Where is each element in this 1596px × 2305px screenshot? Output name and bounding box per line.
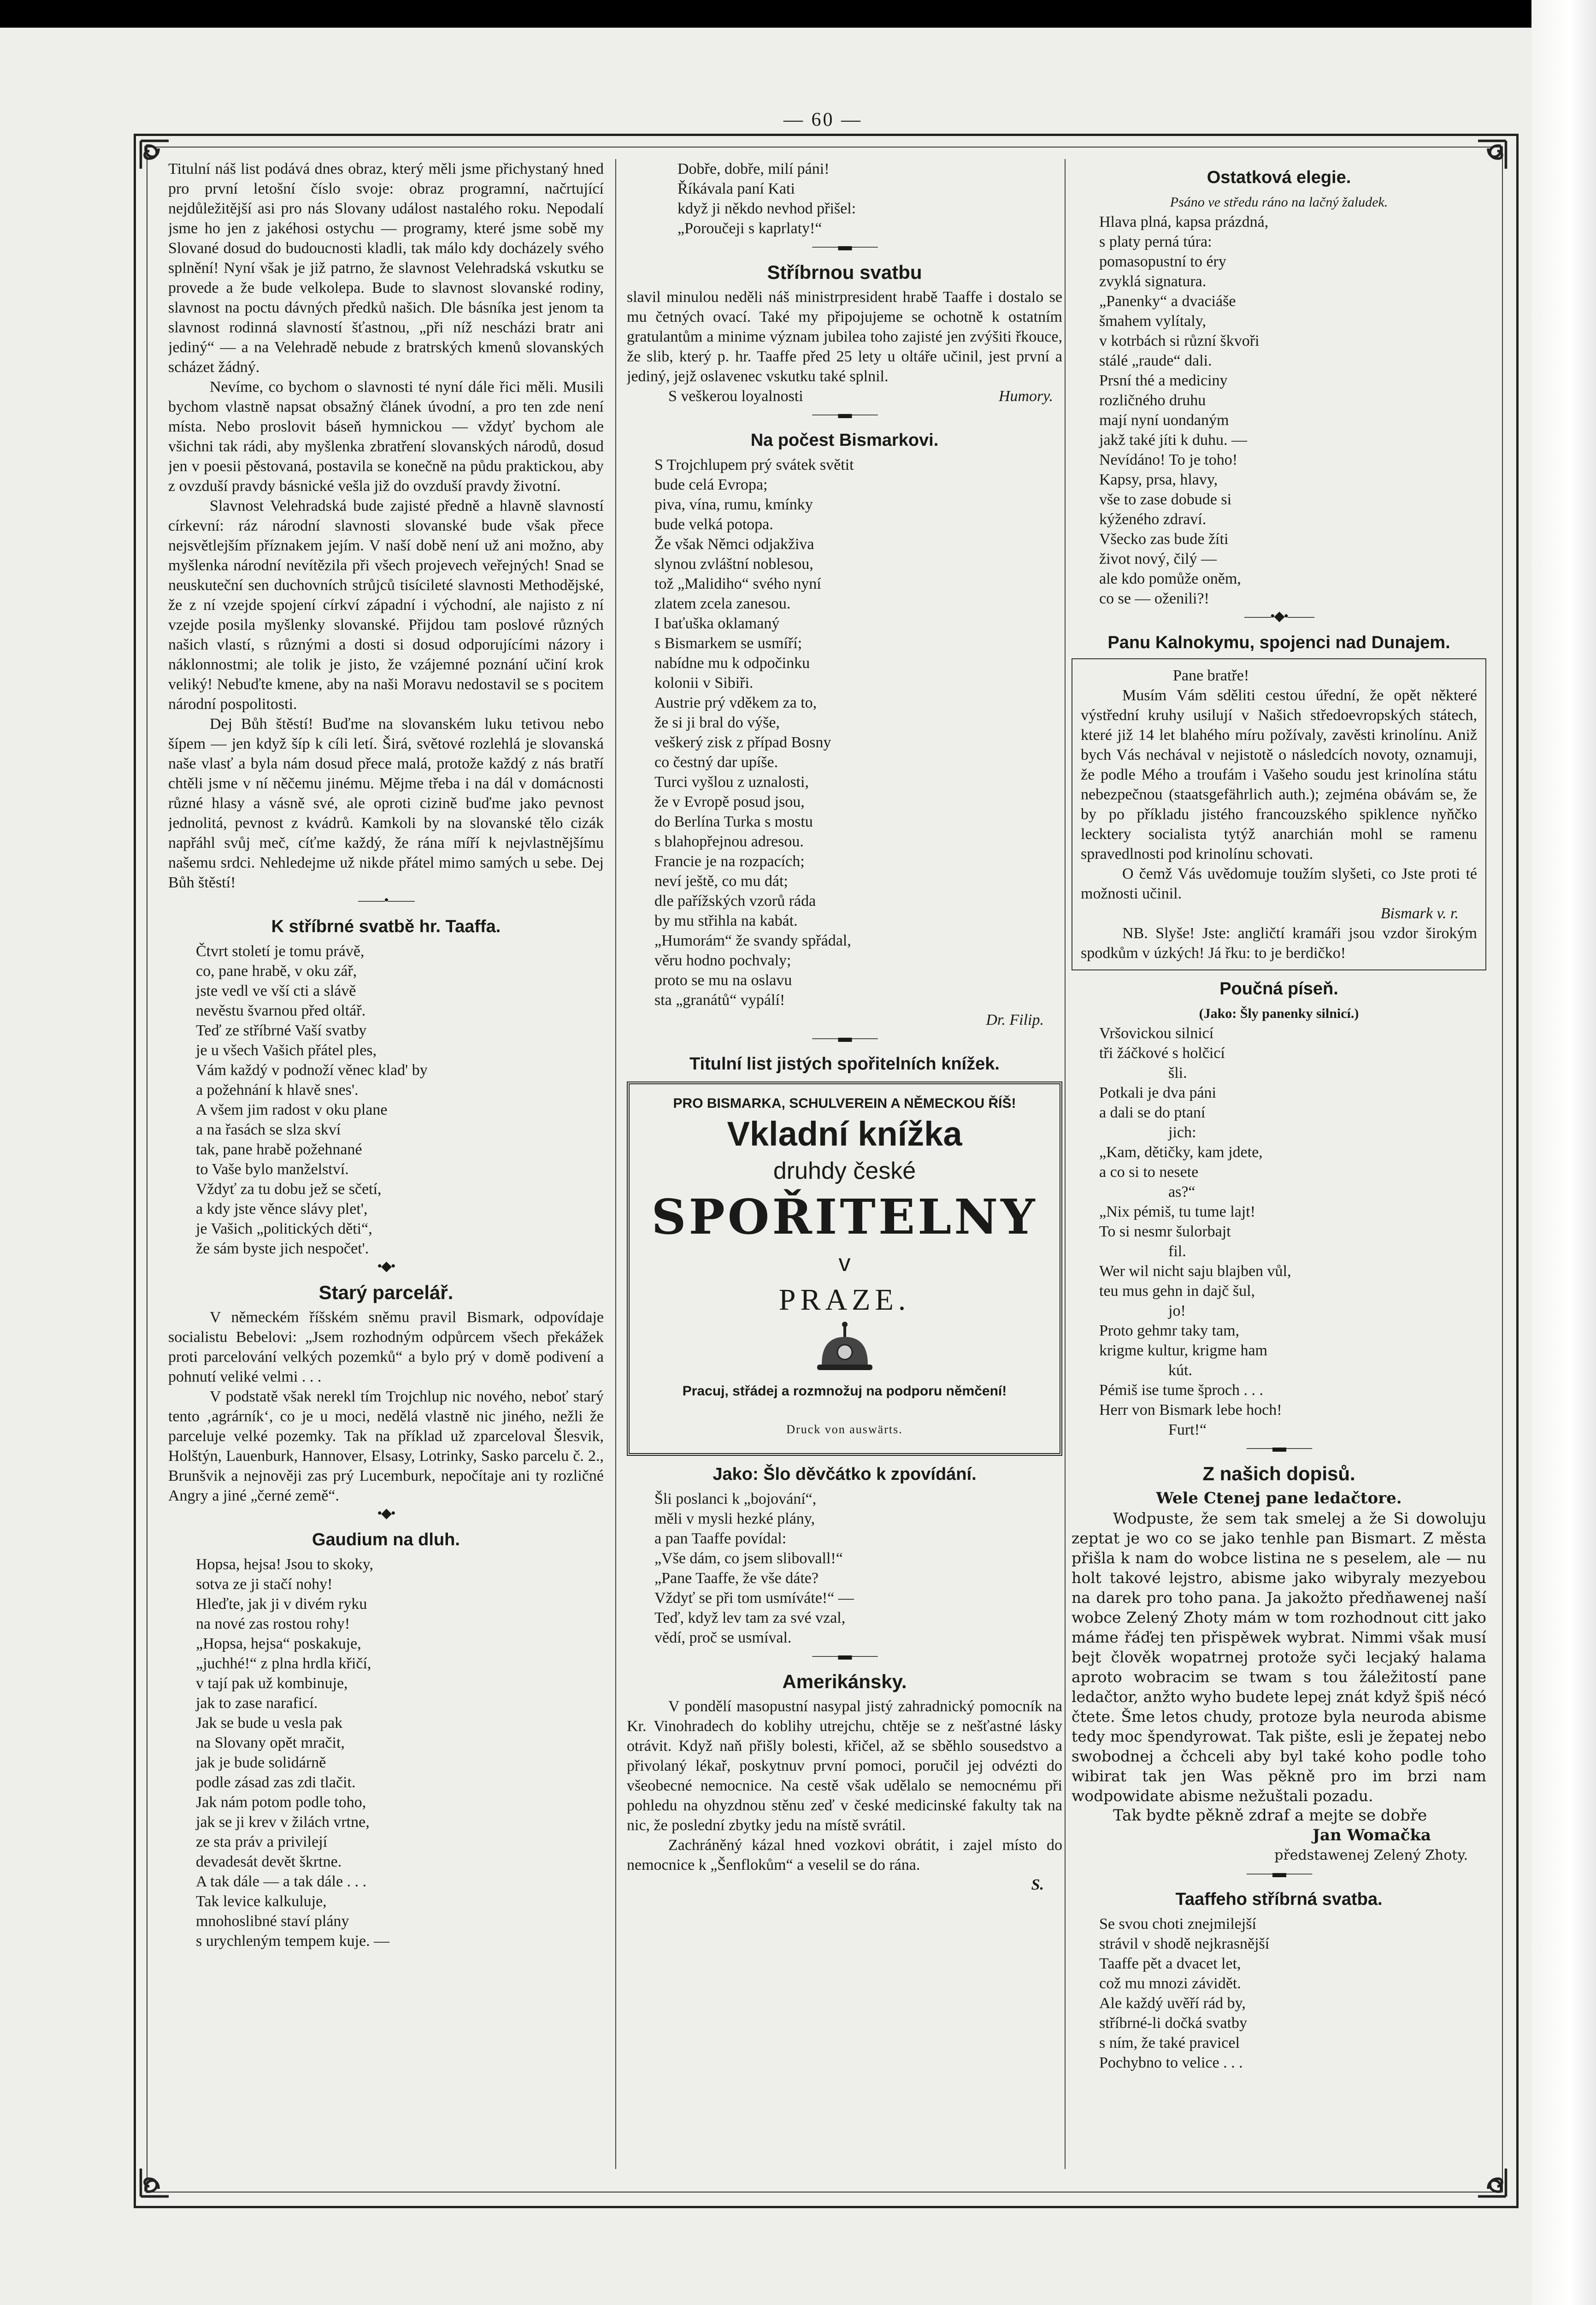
verse-line: Že však Němci odjakživa <box>654 536 814 553</box>
verse-line: Hlava plná, kapsa prázdná, <box>1099 213 1269 230</box>
verse-line: jo! <box>1168 1302 1186 1319</box>
verse-line: že v Evropě posud jsou, <box>654 793 805 810</box>
verse-line: tři žáčkové s holčicí <box>1099 1045 1225 1062</box>
verse-line: Wer wil nicht saju blajben vůl, <box>1099 1263 1291 1280</box>
verse-line: Čtvrt století je tomu právě, <box>196 943 365 960</box>
poem <box>627 1489 1062 1648</box>
verse-line: proto se mu na oslavu <box>654 972 792 989</box>
section-title: Jako: Šlo děvčátko k zpovídání. <box>713 1465 977 1484</box>
savings-book-cover <box>627 1082 1062 1456</box>
verse-line: A všem jim radost v oku plane <box>196 1101 388 1118</box>
verse-line: „Hopsa, hejsa“ poskakuje, <box>196 1635 361 1652</box>
verse-line: „Nix pémiš, tu tume lajt! <box>1099 1203 1255 1220</box>
verse-line: „Pane Taaffe, že vše dáte? <box>654 1570 819 1587</box>
verse-line: Austrie prý vděkem za to, <box>654 694 817 711</box>
verse-line: Dobře, dobře, milí páni! <box>677 160 830 177</box>
verse-line: veškerý zisk z případ Bosny <box>654 734 831 751</box>
intro-paragraph: Nevíme, co bychom o slavnosti té nyní dále řici měli. Musili bychom vlastně napsat obsažný článek úvodní, a pro ten zde není místa. Nebo proslovit báseň hymnickou — vždyť bychom ale všichni tak rádi, aby myšlenka zbratření slovanských národů, dosud jen v poesii pěstovaná, postavila se konečně na půdu praktickou, aby z ovzduší pravdy básnické vešla již do ovzduší pravdy životní. <box>168 378 604 495</box>
verse-line: šmahem vylítaly, <box>1099 313 1206 330</box>
spiked-helmet-icon <box>815 1321 875 1376</box>
section-title: Ostatková elegie. <box>1207 168 1351 187</box>
separator-ornament: ——▬—— <box>812 1648 877 1663</box>
verse-line: zlatem zcela zanesou. <box>654 595 791 612</box>
verse-line: což mu mnozi závidět. <box>1099 1975 1241 1992</box>
verse-line: Hleďte, jak ji v divém ryku <box>196 1596 367 1613</box>
verse-line: fil. <box>1168 1243 1186 1260</box>
ad-title: Vkladní knížka <box>727 1115 962 1153</box>
verse-line: s ním, že také pravicel <box>1099 2034 1240 2051</box>
signature-right: Humory. <box>998 388 1053 405</box>
verse-line: co čestný dar upíše. <box>654 754 778 771</box>
verse-line: život nový, čilý — <box>1099 550 1217 567</box>
verse-line: vše to zase dobude si <box>1099 491 1232 508</box>
verse-line: Taaffe pět a dvacet let, <box>1099 1955 1241 1972</box>
verse-line: kýženého zdraví. <box>1099 511 1207 528</box>
verse-line: v kotrbách si různí škvoři <box>1099 332 1260 349</box>
ad-city: PRAZE. <box>778 1283 911 1317</box>
verse-line: na Slovany opět mračit, <box>196 1734 345 1751</box>
section-title: Titulní list jistých spořitelních knížek. <box>689 1054 1000 1074</box>
verse-line: Francie je na rozpacích; <box>654 853 805 870</box>
verse-line: strávil v shodě nejkrasnější <box>1099 1935 1270 1952</box>
verse-line: ze sta práv a privilejí <box>196 1833 328 1850</box>
verse-line: „Panenky“ a dvaciáše <box>1099 293 1236 310</box>
verse-line: v tají pak už kombinuje, <box>196 1675 348 1692</box>
section-subtitle: (Jako: Šly panenky silnicí.) <box>1199 1006 1359 1021</box>
verse-line: Nevídáno! To je toho! <box>1099 451 1238 468</box>
verse-line: Hopsa, hejsa! Jsou to skoky, <box>196 1556 373 1573</box>
verse-line: mnohoslibné staví plány <box>196 1913 349 1930</box>
ad-printer: Druck von auswärts. <box>786 1423 903 1436</box>
verse-line: věru hodno pochvaly; <box>654 952 791 969</box>
poem <box>627 159 1062 238</box>
signature-name: Jan Womačka <box>1312 1826 1431 1844</box>
verse-line: co, pane hrabě, v oku zář, <box>196 963 357 980</box>
verse-line: by mu střihla na kabát. <box>654 912 798 929</box>
paragraph: NB. Slyše! Jste: angličtí kramáři jsou vzdor širokým spodkům v úzkých! Já řku: to je berdičko! <box>1081 925 1477 962</box>
verse-line: jste vedl ve vší cti a slávě <box>196 982 356 999</box>
verse-line: Říkávala paní Kati <box>677 180 795 197</box>
verse-line: I baťuška oklamaný <box>654 615 780 632</box>
verse-line: co se — oženili?! <box>1099 590 1209 607</box>
section-title: Gaudium na dluh. <box>312 1530 460 1549</box>
section-title: K stříbrné svatbě hr. Taaffa. <box>271 917 501 936</box>
verse-line: teu mus gehn in dajč šul, <box>1099 1283 1255 1300</box>
verse-line: Všecko zas bude žíti <box>1099 531 1229 548</box>
separator-ornament: •◆• <box>377 1259 395 1274</box>
paragraph: slavil minulou neděli náš ministrpresident hrabě Taaffe i dostalo se mu četných ovací. Také my připojujeme se ochotně k ostatním gratulantům a minime význam jubilea toho zajisté jen zvýšiti řkouce, že slib, který p. hr. Taaffe před 25 lety u oltáře učinil, jest první a jediný, jejž oslavenec vskutku také splnil. <box>627 289 1062 385</box>
verse-line: Ale každý uvěří rád by, <box>1099 1995 1246 2012</box>
section-title: Stříbrnou svatbu <box>767 261 922 283</box>
signature: Dr. Filip. <box>986 1011 1044 1028</box>
verse-line: jich: <box>1168 1124 1196 1141</box>
verse-line: To si nesmr šulorbajt <box>1099 1223 1231 1240</box>
paragraph: Musím Vám sděliti cestou úřední, že opět některé výstřední kruhy usilují v Našich středoevropských státech, které již 14 let blahého míru požívaly, zavěsti krinolínu. Aniž bych Vás nechával v nejistotě o následcích novoty, oznamuji, že podle Mého a troufám i Vašeho soudu jest krinolína státu nebezpečnou (staatsgefährlich auth.); zejména obávám se, že by po příkladu jistého francouzského spiklence nyňčko lecktery socialista tytýž anarchián mohl se ramenu spravedlnosti pod krinolínu schovati. <box>1081 687 1477 863</box>
section-title: Z našich dopisů. <box>1202 1463 1355 1484</box>
verse-line: šli. <box>1168 1064 1187 1082</box>
verse-line: pomasopustní to éry <box>1099 253 1226 270</box>
verse-line: A tak dále — a tak dále . . . <box>196 1873 367 1890</box>
verse-line: Prsní thé a mediciny <box>1099 372 1228 389</box>
verse-line: s Bismarkem se usmíří; <box>654 635 802 652</box>
verse-line: Vždyť se při tom usmíváte!“ — <box>654 1590 854 1607</box>
verse-line: vědí, proč se usmíval. <box>654 1629 792 1646</box>
paragraph: V pondělí masopustní nasypal jistý zahradnický pomocník na Kr. Vinohradech do koblihy utrejchu, chtěje se z nešťastné lásky otrávit. Když naň přišly bolesti, křičel, až se sběhlo sousedstvo a přivolaný lékař, poskytnuv první pomoci, poručil jej odvézti do všeobecné nemocnice. Na cestě však udělalo se nemocnému při pohledu na ohyzdnou stěnu zeď v české medicinské fakulty tak na nic, že poslední zbytky jedu na místě svrátil. <box>627 1698 1062 1834</box>
signature: Bismark v. r. <box>1380 905 1459 922</box>
verse-line: Kapsy, prsa, hlavy, <box>1099 471 1218 488</box>
section-title: Amerikánsky. <box>782 1671 907 1692</box>
column-rule <box>1065 159 1066 2169</box>
verse-line: Pochybno to velice . . . <box>1099 2054 1243 2071</box>
verse-line: bude celá Evropa; <box>654 476 768 493</box>
verse-line: do Berlína Turka s mostu <box>654 813 813 830</box>
section-title: Taaffeho stříbrná svatba. <box>1175 1890 1383 1909</box>
verse-line: podle zásad zas zdi tlačit. <box>196 1774 356 1791</box>
verse-line: krigme kultur, krigme ham <box>1099 1342 1268 1359</box>
verse-line: Teď, když lev tam za své vzal, <box>654 1609 846 1626</box>
verse-line: Teď ze stříbrné Vaší svatby <box>196 1022 367 1039</box>
signature: S. <box>1031 1876 1044 1893</box>
verse-line: bude velká potopa. <box>654 516 773 533</box>
column-1 <box>168 159 604 2178</box>
verse-line: jak to zase naraficí. <box>196 1695 318 1712</box>
separator-ornament: ——▬—— <box>812 238 877 254</box>
ad-motto: Pracuj, střádej a rozmnožuj na podporu němčení! <box>682 1383 1007 1399</box>
verse-line: jak je bude solidárně <box>196 1754 326 1771</box>
section-title: Panu Kalnokymu, spojenci nad Dunajem. <box>1107 633 1450 652</box>
verse-line: Furt!“ <box>1168 1421 1207 1438</box>
verse-line: a dali se do ptaní <box>1099 1104 1206 1121</box>
verse-line: sotva ze ji stačí nohy! <box>196 1576 333 1593</box>
verse-line: na nové zas rostou rohy! <box>196 1615 350 1632</box>
verse-line: Turci vyšlou z uznalosti, <box>654 774 809 791</box>
verse-line: a kdy jste věnce slávy plet', <box>196 1200 368 1218</box>
verse-line: s platy perná túra: <box>1099 233 1212 250</box>
paragraph: V podstatě však nerekl tím Trojchlup nic nového, neboť starý tento ‚agrárník‘, co je u moci, nedělá vlastně nic jiného, nežli že parceluje velké pozemky. Tak na příklad už zparceloval Šlesvik, Holštýn, Lauenburk, Hannover, Elsasy, Lotrinky, Sasko parcelu č. 2., Brunšvik a nejnověji zas prý Lucemburk, nepočítaje ani ty rozličné Angry a jiné „černé země“. <box>168 1388 604 1504</box>
verse-line: Vršovickou silnicí <box>1099 1025 1214 1042</box>
column-3 <box>1072 159 1486 2178</box>
verse-line: as?“ <box>1168 1183 1196 1200</box>
verse-line: Se svou choti znejmilejší <box>1099 1915 1256 1933</box>
verse-line: měli v mysli hezké plány, <box>654 1510 815 1527</box>
verse-line: a na řasách se slza skví <box>196 1121 341 1138</box>
verse-line: kolonii v Sibiři. <box>654 674 754 692</box>
verse-line: „Kam, dětičky, kam jdete, <box>1099 1144 1263 1161</box>
verse-line: Pémiš ise tume šproch . . . <box>1099 1382 1264 1399</box>
verse-line: S Trojchlupem prý svátek světit <box>654 456 854 473</box>
separator-ornament: ——•◆•—— <box>1244 609 1314 624</box>
separator-ornament: •◆• <box>377 1506 395 1521</box>
verse-line: Herr von Bismark lebe hoch! <box>1099 1401 1282 1418</box>
verse-line: když ji někdo nevhod přišel: <box>677 200 856 217</box>
poem <box>1072 212 1486 609</box>
verse-line: Šli poslanci k „bojování“, <box>654 1490 817 1507</box>
verse-line: že si ji bral do výše, <box>654 714 780 731</box>
letter-greeting: Wele Ctenej pane ledačtore. <box>1156 1489 1402 1507</box>
verse-line: slynou zvláštní noblesou, <box>654 556 813 573</box>
verse-line: jak se ji krev v žilách vrtne, <box>196 1814 370 1831</box>
verse-line: devadesát devět škrtne. <box>196 1853 342 1870</box>
verse-line: Jak nám potom podle toho, <box>196 1794 366 1811</box>
verse-line: to Vaše bylo manželství. <box>196 1161 349 1178</box>
verse-line: neví ještě, co mu dát; <box>654 873 788 890</box>
verse-line: Vám každý v podnoží věnec klad' by <box>196 1062 428 1079</box>
verse-line: a požehnání k hlavě snes'. <box>196 1082 359 1099</box>
page-number: — 60 — <box>783 109 862 130</box>
paragraph: V německém říšském sněmu pravil Bismark, odpovídaje socialistu Bebelovi: „Jsem rozhodným odpůrcem všech překážek proti parcelování velkých pozemků“ a bylo prý v domě podivení a pohnutí veliké velmi . . . <box>168 1309 604 1385</box>
separator-ornament: ——•—— <box>358 892 414 908</box>
verse-line: tak, pane hrabě požehnané <box>196 1141 362 1158</box>
verse-line: „juchhé!“ z plna hrdla křičí, <box>196 1655 371 1672</box>
verse-line: piva, vína, rumu, kmínky <box>654 496 813 513</box>
verse-line: nabídne mu k odpočinku <box>654 655 810 672</box>
signature-left: S veškerou loyalnosti <box>668 388 803 405</box>
verse-line: Vždyť za tu dobu jež se sčetí, <box>196 1181 382 1198</box>
separator-ornament: ——▬—— <box>812 406 877 421</box>
poem <box>168 1554 604 1951</box>
verse-line: dle pařížských vzorů ráda <box>654 892 816 910</box>
verse-line: že sám byste jich nespočet'. <box>196 1240 369 1257</box>
verse-line: Proto gehmr taky tam, <box>1099 1322 1240 1339</box>
verse-line: s urychleným tempem kuje. — <box>196 1933 390 1950</box>
separator-ornament: ——▬—— <box>1247 1440 1311 1455</box>
scan-border-right <box>1531 0 1596 2305</box>
section-title: Poučná píseň. <box>1219 979 1338 999</box>
section-title: Starý parcelář. <box>318 1282 453 1303</box>
intro-paragraph: Titulní náš list podává dnes obraz, který měli jsme přichystaný hned pro první letošní číslo svoje: obraz programní, načrtující nejdůležitější asi pro nás Slovany událost nastalého roku. Nepodalí jsme ho jen z jakéhosi ostychu — programy, které jsme sobě my Slované dosud do budoucnosti kladli, tak málo kdy docházely svého splnění! Nyní však je již patrno, že slavnost Velehradská vskutku se provede a že bude velkolepa. Bude to slavnost slovanské rodiny, slavnost na poctu dávných předků našich. Dle básníka jest jenom ta slavnost rodinná slavností šťastnou, „při níž nescházi bratr ani jediný“ — a na Velehradě nebude z bratrských kmenů slovanských scházet žádný. <box>168 160 604 376</box>
verse-line: sta „granátů“ vypálí! <box>654 992 785 1009</box>
intro-paragraph: Slavnost Velehradská bude zajisté předně a hlavně slavností církevní: ráz národní slavnosti slovanské bude však přece nejsvětlejším příznakem jejím. V naší době není už ani možno, aby myšlenka národní nevítězila při všech projevech veřejných! Snad se neuskuteční sen duchovních strůjců tisícileté slavnosti Methodějské, že z ní vzejde spojení církví západní i východní, ale najisto z ní vzejde posila myšlenky slovanské. Přijdou tam poslové různých našich vlastí, s různými a dosti si dosud odporujícími názory i náklonnostmi; ale tolik je jisto, že vzájemné poznání učiní krok veliký! Nebuďte kmene, aby na naši Moravu nedostavil se s pocitem národní pospolitosti. <box>168 497 604 713</box>
poem <box>627 455 1062 1010</box>
ad-preposition: v <box>838 1250 851 1277</box>
verse-line: s blahopřejnou adresou. <box>654 833 804 850</box>
verse-line: stříbrné-li dočká svatby <box>1099 2015 1248 2032</box>
verse-line: je u všech Vašich přátel ples, <box>196 1042 377 1059</box>
letter-greeting: Pane bratře! <box>1173 667 1249 684</box>
poem <box>1072 1914 1486 2073</box>
letter-box <box>1072 658 1486 970</box>
signature-row <box>627 386 1062 406</box>
poem <box>1072 1023 1486 1440</box>
verse-line: Potkali je dva páni <box>1099 1084 1217 1101</box>
verse-line: zvyklá signatura. <box>1099 273 1207 290</box>
ad-subtitle: druhdy české <box>773 1158 916 1184</box>
ad-bank-name: SPOŘITELNY <box>651 1188 1038 1245</box>
poem <box>168 941 604 1259</box>
verse-line: „Poroučeji s kaprlaty!“ <box>677 220 822 237</box>
verse-line: a pan Taaffe povídal: <box>654 1530 787 1547</box>
verse-line: stálé „raude“ dali. <box>1099 352 1212 369</box>
verse-line: rozličného druhu <box>1099 392 1206 409</box>
verse-line: a co si to nesete <box>1099 1164 1199 1181</box>
paragraph: Zachráněný kázal hned vozkovi obrátit, i zajel místo do nemocnice k „Šenflokům“ a veselil se do rána. <box>627 1837 1062 1874</box>
verse-line: „Humorám“ že svandy spřádal, <box>654 932 851 949</box>
column-2 <box>627 159 1062 2178</box>
intro-paragraph: Dej Bůh štěstí! Buďme na slovanském luku tetivou nebo šípem — jen když šíp k cíli letí. Širá, světové rozlehlá je slovanská naše vlasť a byla nám dosud přece malá, protože každý z nás bratří chtěli jsme v ní něčemu jinému. Mějme třeba i na dál v domácnosti různé hlasy a vásně své, ale oproti cizině buďme jako pevnost jednolitá, pevnost z kvádrů. Kamkoli by na slovanské tělo cizák napřáhl svůj meč, cíťme každý, že rána míří k nejvlastnějšímu našemu srdci. Nehledejme už nikde přátel mimo samých u sebe. Dej Bůh štěstí! <box>168 715 604 891</box>
verse-line: „Vše dám, co jsem slibovall!“ <box>654 1550 843 1567</box>
separator-ornament: ——▬—— <box>1247 1865 1311 1880</box>
verse-line: mají nyní uondaným <box>1099 412 1229 429</box>
separator-ornament: ——▬—— <box>812 1030 877 1045</box>
section-title: Na počest Bismarkovi. <box>750 431 939 450</box>
scan-border-top <box>0 0 1596 28</box>
verse-line: nevěstu švarnou před oltář. <box>196 1002 366 1019</box>
ad-spacer <box>634 1401 1055 1419</box>
ad-arc-text: PRO BISMARKA, SCHULVEREIN A NĚMECKOU ŘÍŠ! <box>673 1096 1016 1111</box>
verse-line: Tak levice kalkuluje, <box>196 1893 327 1910</box>
verse-line: je Vašich „politických děti“, <box>196 1220 372 1237</box>
signature-role: předstawenej Zelený Zhoty. <box>1274 1847 1468 1863</box>
verse-line: tož „Malidiho“ svého nyní <box>654 575 821 592</box>
verse-line: kút. <box>1168 1362 1192 1379</box>
verse-line: ale kdo pomůže oněm, <box>1099 570 1241 587</box>
verse-line: jakž také jíti k duhu. — <box>1099 431 1248 449</box>
column-rule <box>615 159 616 2169</box>
paragraph: O čemž Vás uvědomuje toužím slyšeti, co Jste proti té možnosti učinil. <box>1081 865 1477 902</box>
letter-closing: Tak bydte pěkně zdraf a mejte se dobře <box>1113 1806 1427 1825</box>
verse-line: Jak se bude u vesla pak <box>196 1714 343 1732</box>
section-subtitle: Psáno ve středu ráno na lačný žaludek. <box>1170 195 1388 210</box>
paragraph: Wodpuste, že sem tak smelej a že Si dowoluju zeptat je wo co se jako tenhle pan Bismart. Z města přišla k nam do wobce listina ne s peselem, ale — nu holt takové lejstro, abisme jako wibyraly mezyebou na darek pro toho pana. Ja jakožto předňawenej naší wobce Zelený Zhoty mám w tom rozhodnout citt jako máme řáďej ten přispěwek wybrat. Nimmi však musí bejt člověk wopatrnej protože syči lecjaký halama aproto wobracim se twam s tou žáležitostí pane ledačtor, anžto wyho budete lepej znát když špiš nécó čtete. Šme letos chudy, protoze byla neuroda abisme tedy moc špendyrowat. Tak pište, esli je žepatej nebo swobodnej a čchceli aby byl také koho podle toho wibirat tak jen Was pěkně pro im brzi nam wodpowidate abisme nežuštali pozadu. <box>1072 1509 1486 1805</box>
